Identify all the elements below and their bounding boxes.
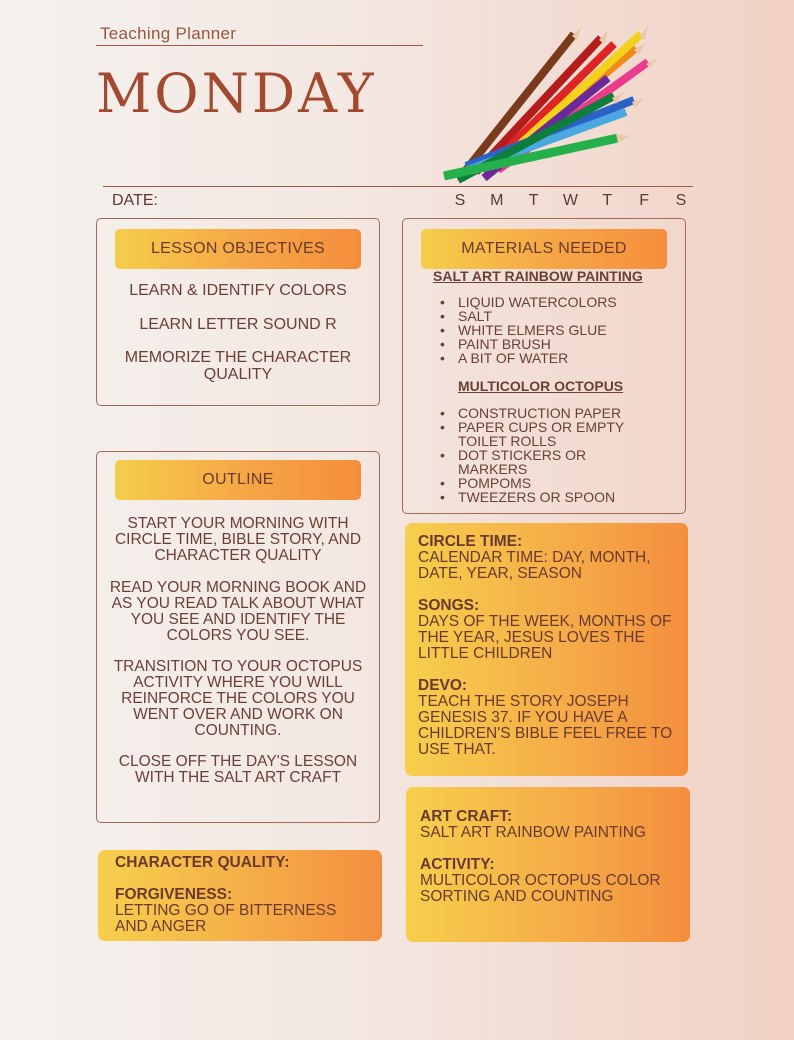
materials-group-heading: MULTICOLOR OCTOPUS [458, 378, 624, 394]
list-item: • TWEEZERS OR SPOON [440, 490, 640, 504]
list-item: • LIQUID WATERCOLORS [440, 295, 660, 309]
circle-time-heading: CIRCLE TIME: [418, 533, 523, 550]
objectives-title: LESSON OBJECTIVES [115, 229, 361, 269]
list-item: • DOT STICKERS OR MARKERS [440, 448, 640, 476]
list-item: • WHITE ELMERS GLUE [440, 323, 660, 337]
date-label: DATE: [112, 192, 158, 209]
weekday-fri[interactable]: F [639, 192, 650, 209]
outline-paragraph: CLOSE OFF THE DAY'S LESSON WITH THE SALT ART CRAFT [118, 753, 358, 786]
outline-paragraph: READ YOUR MORNING BOOK AND AS YOU READ TALK ABOUT WHAT YOU SEE AND IDENTIFY THE COLORS YOU SEE. [109, 579, 367, 644]
outline-paragraph: START YOUR MORNING WITH CIRCLE TIME, BIBLE STORY, AND CHARACTER QUALITY [114, 515, 362, 564]
devo-text: TEACH THE STORY JOSEPH GENESIS 37. IF YOU HAVE A CHILDREN'S BIBLE FEEL FREE TO USE THAT. [418, 693, 673, 758]
character-quality-name: FORGIVENESS: [115, 886, 233, 903]
activity-text: MULTICOLOR OCTOPUS COLOR SORTING AND COUNTING [420, 872, 661, 905]
weekday-sun[interactable]: S [454, 192, 466, 209]
list-item: • CONSTRUCTION PAPER [440, 406, 640, 420]
list-item: • A BIT OF WATER [440, 351, 660, 365]
songs-heading: SONGS: [418, 597, 480, 614]
planner-label: Teaching Planner [100, 24, 237, 43]
outline-paragraph: TRANSITION TO YOUR OCTOPUS ACTIVITY WHERE YOU WILL REINFORCE THE COLORS YOU WENT OVER AND WORK ON COUNTING. [113, 658, 363, 739]
art-craft-text: SALT ART RAINBOW PAINTING [420, 824, 646, 841]
colored-pencils-icon [436, 20, 666, 190]
weekday-thu[interactable]: T [602, 192, 613, 209]
art-craft-heading: ART CRAFT: [420, 808, 513, 825]
day-title: MONDAY [96, 62, 377, 125]
list-item: • POMPOMS [440, 476, 640, 490]
art-craft-card [406, 787, 690, 942]
list-item: • PAINT BRUSH [440, 337, 660, 351]
materials-list [440, 295, 660, 365]
list-item: • PAPER CUPS OR EMPTY TOILET ROLLS [440, 420, 640, 448]
character-quality-text: LETTING GO OF BITTERNESS AND ANGER [115, 902, 337, 935]
date-divider [103, 186, 693, 187]
outline-title: OUTLINE [115, 460, 361, 500]
objective-item: LEARN & IDENTIFY COLORS [129, 282, 347, 299]
materials-list [440, 406, 640, 504]
weekday-tue[interactable]: T [528, 192, 539, 209]
circle-time-card [405, 523, 688, 776]
character-heading: CHARACTER QUALITY: [115, 854, 290, 871]
weekday-selector [448, 192, 693, 210]
list-item: • SALT [440, 309, 660, 323]
activity-heading: ACTIVITY: [420, 856, 495, 873]
materials-group-heading: SALT ART RAINBOW PAINTING [433, 268, 643, 284]
songs-text: DAYS OF THE WEEK, MONTHS OF THE YEAR, JESUS LOVES THE LITTLE CHILDREN [418, 613, 672, 662]
circle-time-text: CALENDAR TIME: DAY, MONTH, DATE, YEAR, SEASON [418, 549, 651, 582]
objective-item: MEMORIZE THE CHARACTER QUALITY [124, 349, 352, 383]
materials-title: MATERIALS NEEDED [421, 229, 667, 269]
objective-item: LEARN LETTER SOUND R [139, 316, 337, 333]
devo-heading: DEVO: [418, 677, 468, 694]
weekday-mon[interactable]: M [490, 192, 504, 209]
weekday-sat[interactable]: S [675, 192, 687, 209]
character-quality-card [98, 850, 382, 941]
weekday-wed[interactable]: W [562, 192, 579, 209]
header-divider [96, 45, 423, 46]
